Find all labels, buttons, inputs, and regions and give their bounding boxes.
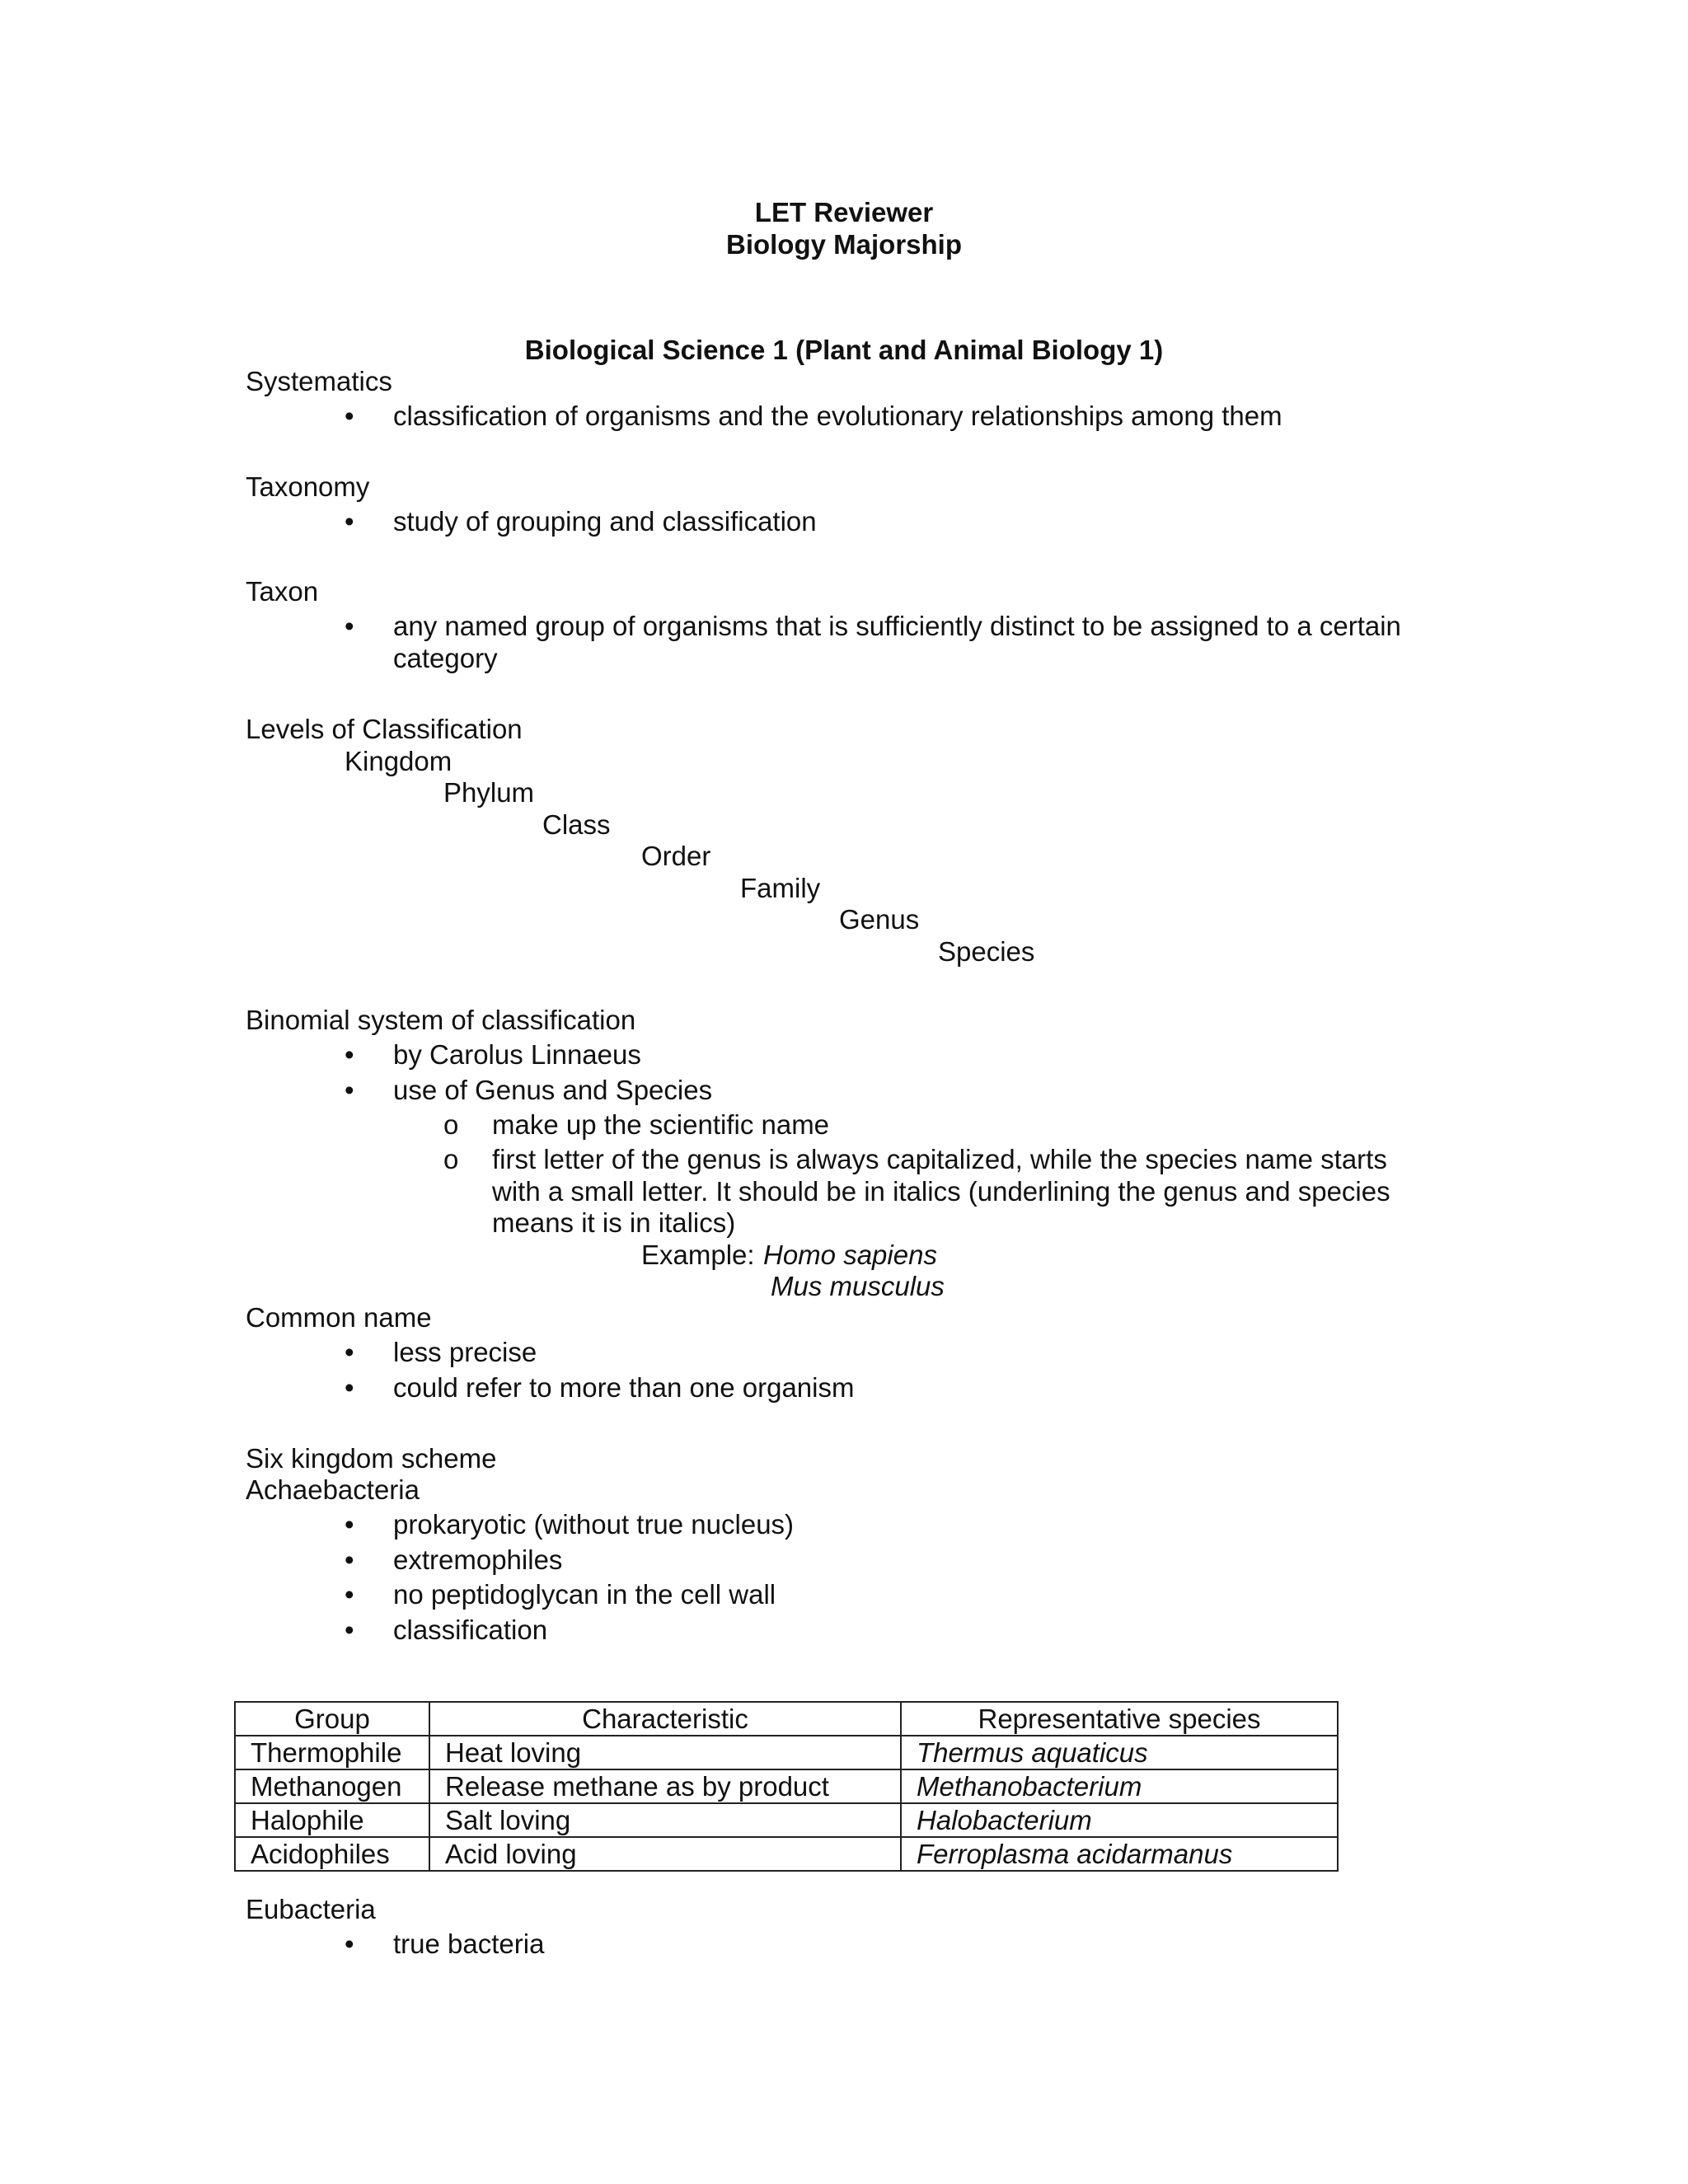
cell-group: Halophile xyxy=(235,1803,429,1837)
list-item: classification of organisms and the evolutionary relationships among them xyxy=(393,401,1282,431)
term-eubacteria: Eubacteria xyxy=(246,1894,376,1924)
bullet-icon: • xyxy=(345,1929,354,1959)
bullet-icon: • xyxy=(345,1337,354,1367)
cell-species: Methanobacterium xyxy=(901,1769,1338,1803)
list-item: any named group of organisms that is sufficiently distinct to be assigned to a certain xyxy=(393,611,1401,641)
cell-characteristic: Salt loving xyxy=(429,1803,901,1837)
bullet-icon: • xyxy=(345,401,354,431)
sub-list-item: make up the scientific name xyxy=(492,1109,830,1140)
example-label: Example: xyxy=(641,1240,755,1270)
bullet-icon: • xyxy=(345,1039,354,1070)
level-species: Species xyxy=(938,936,1035,967)
list-item: use of Genus and Species xyxy=(393,1075,713,1105)
circle-bullet-icon: o xyxy=(443,1144,459,1174)
level-genus: Genus xyxy=(839,904,920,935)
cell-species: Halobacterium xyxy=(901,1803,1338,1837)
col-header-species: Representative species xyxy=(901,1702,1338,1736)
list-item: classification xyxy=(393,1615,548,1645)
bullet-icon: • xyxy=(345,1372,354,1403)
term-systematics: Systematics xyxy=(246,366,392,396)
list-item: could refer to more than one organism xyxy=(393,1372,855,1403)
circle-bullet-icon: o xyxy=(443,1109,459,1140)
doc-subtitle: Biology Majorship xyxy=(725,229,962,260)
bullet-icon: • xyxy=(345,611,354,641)
level-family: Family xyxy=(740,873,821,903)
example-mus-musculus: Mus musculus xyxy=(771,1271,945,1301)
table-header-row xyxy=(235,1702,1338,1736)
list-item: prokaryotic (without true nucleus) xyxy=(393,1509,795,1540)
sub-list-item-continued: with a small letter. It should be in italics (underlining the genus and species xyxy=(492,1176,1390,1207)
bullet-icon: • xyxy=(345,1544,354,1575)
table-row xyxy=(235,1837,1338,1871)
term-taxonomy: Taxonomy xyxy=(246,471,370,502)
example-homo-sapiens: Homo sapiens xyxy=(763,1240,937,1270)
bullet-icon: • xyxy=(345,1615,354,1645)
level-kingdom: Kingdom xyxy=(345,746,452,776)
cell-group: Methanogen xyxy=(235,1769,429,1803)
cell-characteristic: Acid loving xyxy=(429,1837,901,1871)
term-taxon: Taxon xyxy=(246,576,319,607)
cell-species: Ferroplasma acidarmanus xyxy=(901,1837,1338,1871)
cell-group: Thermophile xyxy=(235,1736,429,1769)
term-archaebacteria: Achaebacteria xyxy=(246,1474,420,1505)
col-header-group: Group xyxy=(235,1702,429,1736)
cell-group: Acidophiles xyxy=(235,1837,429,1871)
cell-species: Thermus aquaticus xyxy=(901,1736,1338,1769)
bullet-icon: • xyxy=(345,1075,354,1105)
section-title: Biological Science 1 (Plant and Animal Biology 1) xyxy=(524,335,1164,365)
term-levels: Levels of Classification xyxy=(246,714,523,744)
archaebacteria-table xyxy=(234,1701,1339,1872)
list-item: by Carolus Linnaeus xyxy=(393,1039,641,1070)
term-six-kingdom: Six kingdom scheme xyxy=(246,1443,497,1474)
cell-characteristic: Release methane as by product xyxy=(429,1769,901,1803)
term-binomial: Binomial system of classification xyxy=(246,1005,636,1035)
bullet-icon: • xyxy=(345,506,354,537)
list-item-continued: category xyxy=(393,643,498,673)
list-item: no peptidoglycan in the cell wall xyxy=(393,1579,776,1610)
doc-title: LET Reviewer xyxy=(754,197,934,227)
list-item: less precise xyxy=(393,1337,537,1367)
sub-list-item-continued: means it is in italics) xyxy=(492,1207,736,1238)
level-order: Order xyxy=(641,841,711,871)
bullet-icon: • xyxy=(345,1579,354,1610)
sub-list-item: first letter of the genus is always capitalized, while the species name starts xyxy=(492,1144,1387,1174)
term-common-name: Common name xyxy=(246,1302,432,1333)
table-row xyxy=(235,1769,1338,1803)
bullet-icon: • xyxy=(345,1509,354,1540)
list-item: true bacteria xyxy=(393,1929,545,1959)
level-phylum: Phylum xyxy=(443,777,535,808)
list-item: extremophiles xyxy=(393,1544,563,1575)
col-header-characteristic: Characteristic xyxy=(429,1702,901,1736)
cell-characteristic: Heat loving xyxy=(429,1736,901,1769)
table-row xyxy=(235,1736,1338,1769)
level-class: Class xyxy=(542,809,611,840)
list-item: study of grouping and classification xyxy=(393,506,817,537)
table-row xyxy=(235,1803,1338,1837)
